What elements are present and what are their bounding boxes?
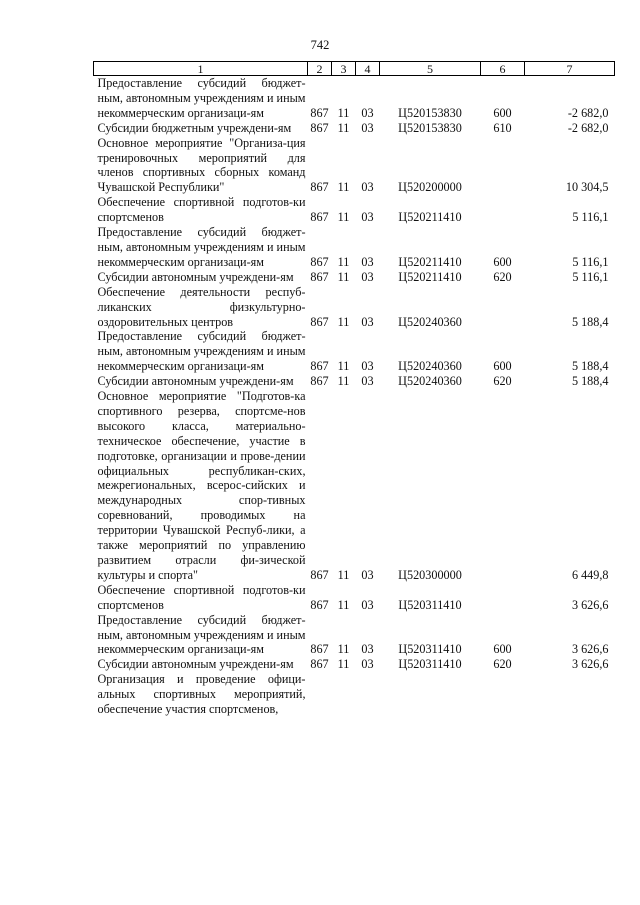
row-description: Основное мероприятие "Подготов-ка спортивного резерва, спортсме-нов высокого класса, материально-техническое обеспечение, участие в подготовке, организации и прове-дении официальных республикан-ских, межрегиональных, всерос-сийских и международных спор-тивных соревнований, проводимых на территории Чувашской Респуб-лики, а также мероприятий по управлению развитием отрасли фи-зической культуры и спорта": [97, 389, 306, 582]
row-ministry-code: 867: [310, 567, 329, 582]
row-target-article: Ц520153830: [398, 105, 462, 120]
row-amount: 5 116,1: [572, 269, 609, 284]
row-subsection: 03: [361, 597, 374, 612]
row-subsection: 03: [361, 210, 374, 225]
table-row: [94, 613, 615, 658]
row-ministry-code: 867: [310, 597, 329, 612]
row-subsection: 03: [361, 314, 374, 329]
row-target-article: Ц520211410: [398, 254, 462, 269]
row-description: Субсидии автономным учреждени-ям: [97, 657, 294, 672]
row-expense-type: 620: [493, 374, 512, 389]
row-section: 11: [337, 210, 350, 225]
row-target-article: Ц520211410: [398, 269, 462, 284]
row-subsection: 03: [361, 359, 374, 374]
column-header: 7: [525, 62, 615, 76]
row-expense-type: [481, 285, 525, 330]
row-section: 11: [337, 254, 350, 269]
row-expense-type: [481, 136, 525, 196]
row-amount: 10 304,5: [565, 180, 609, 195]
row-section: 11: [337, 359, 350, 374]
row-section: 11: [337, 597, 350, 612]
budget-table: [93, 61, 615, 717]
row-description: Предоставление субсидий бюджет-ным, автономным учреждениям и иным некоммерческим организаци-ям: [97, 225, 306, 269]
row-expense-type: [481, 389, 525, 583]
row-subsection: 03: [361, 642, 374, 657]
row-section: 11: [337, 657, 350, 672]
row-subsection: [356, 672, 380, 717]
row-amount: -2 682,0: [567, 120, 609, 135]
column-header: 5: [380, 62, 481, 76]
row-description: Субсидии автономным учреждени-ям: [97, 269, 294, 284]
row-expense-type: 600: [493, 254, 512, 269]
row-amount: -2 682,0: [567, 105, 609, 120]
row-amount: 5 116,1: [572, 210, 609, 225]
row-ministry-code: 867: [310, 180, 329, 195]
row-target-article: Ц520200000: [398, 180, 462, 195]
row-section: 11: [337, 314, 350, 329]
row-subsection: 03: [361, 269, 374, 284]
row-subsection: 03: [361, 180, 374, 195]
row-amount: 5 188,4: [571, 314, 609, 329]
row-ministry-code: 867: [310, 359, 329, 374]
row-target-article: Ц520311410: [398, 597, 462, 612]
row-amount: 5 188,4: [571, 359, 609, 374]
row-ministry-code: 867: [310, 642, 329, 657]
row-ministry-code: 867: [310, 374, 329, 389]
row-expense-type: 600: [493, 359, 512, 374]
row-ministry-code: 867: [310, 120, 329, 135]
row-section: 11: [337, 567, 350, 582]
row-description: Организация и проведение офици-альных спортивных мероприятий, обеспечение участия спортсменов,: [97, 672, 306, 717]
table-row: [94, 329, 615, 374]
table-row: [94, 374, 615, 389]
column-header: 6: [481, 62, 525, 76]
table-row: [94, 672, 615, 717]
row-description: Субсидии бюджетным учреждени-ям: [97, 120, 292, 135]
table-row: [94, 285, 615, 330]
row-section: 11: [337, 120, 350, 135]
row-ministry-code: 867: [310, 210, 329, 225]
row-amount: 3 626,6: [571, 642, 609, 657]
row-description: Обеспечение спортивной подготов-ки спортсменов: [97, 582, 306, 612]
table-body: [94, 76, 615, 717]
row-section: 11: [337, 105, 350, 120]
row-description: Основное мероприятие "Организа-ция тренировочных мероприятий для членов спортивных сборных команд Чувашской Республики": [97, 135, 306, 195]
row-target-article: Ц520300000: [398, 567, 462, 582]
row-expense-type: 620: [493, 269, 512, 284]
row-amount: 3 626,6: [571, 597, 609, 612]
table-row: [94, 270, 615, 285]
column-header: 2: [308, 62, 332, 76]
row-ministry-code: 867: [310, 657, 329, 672]
table-row: [94, 583, 615, 613]
row-section: 11: [337, 269, 350, 284]
row-subsection: 03: [361, 254, 374, 269]
row-description: Субсидии автономным учреждени-ям: [97, 374, 294, 389]
row-subsection: 03: [361, 120, 374, 135]
column-header: 3: [332, 62, 356, 76]
row-target-article: Ц520211410: [398, 210, 462, 225]
row-target-article: Ц520240360: [398, 314, 462, 329]
row-target-article: Ц520240360: [398, 359, 462, 374]
row-amount: 5 116,1: [572, 254, 609, 269]
row-section: [332, 672, 356, 717]
row-ministry-code: [308, 672, 332, 717]
column-header: 4: [356, 62, 380, 76]
row-ministry-code: 867: [310, 314, 329, 329]
row-subsection: 03: [361, 105, 374, 120]
table-row: [94, 121, 615, 136]
table-header-row: [94, 62, 615, 76]
row-section: 11: [337, 642, 350, 657]
row-expense-type: [481, 583, 525, 613]
table-row: [94, 195, 615, 225]
table-row: [94, 657, 615, 672]
row-description: Предоставление субсидий бюджет-ным, автономным учреждениям и иным некоммерческим организаци-ям: [97, 329, 306, 374]
column-header: 1: [94, 62, 308, 76]
row-target-article: Ц520311410: [398, 642, 462, 657]
row-target-article: Ц520240360: [398, 374, 462, 389]
row-description: Обеспечение спортивной подготов-ки спортсменов: [97, 195, 306, 225]
row-expense-type: 600: [493, 642, 512, 657]
row-expense-type: [481, 195, 525, 225]
row-amount: [525, 672, 615, 717]
row-amount: 5 188,4: [571, 374, 609, 389]
row-description: Предоставление субсидий бюджет-ным, автономным учреждениям и иным некоммерческим организаци-ям: [97, 612, 306, 657]
table-row: [94, 136, 615, 196]
row-expense-type: 600: [493, 105, 512, 120]
row-section: 11: [337, 374, 350, 389]
table-row: [94, 225, 615, 270]
row-subsection: 03: [361, 657, 374, 672]
row-expense-type: 610: [493, 120, 512, 135]
row-amount: 6 449,8: [571, 567, 609, 582]
row-description: Обеспечение деятельности респуб-ликанских физкультурно-оздоровительных центров: [97, 284, 306, 329]
page-number: 742: [310, 38, 330, 52]
row-expense-type: [481, 672, 525, 717]
row-ministry-code: 867: [310, 269, 329, 284]
row-target-article: Ц520311410: [398, 657, 462, 672]
row-target-article: Ц520153830: [398, 120, 462, 135]
row-section: 11: [337, 180, 350, 195]
table-row: [94, 389, 615, 583]
row-subsection: 03: [361, 374, 374, 389]
table-row: [94, 76, 615, 121]
row-subsection: 03: [361, 567, 374, 582]
row-description: Предоставление субсидий бюджет-ным, автономным учреждениям и иным некоммерческим организаци-ям: [97, 76, 306, 120]
row-target-article: [380, 672, 481, 717]
row-ministry-code: 867: [310, 254, 329, 269]
row-ministry-code: 867: [310, 105, 329, 120]
row-amount: 3 626,6: [571, 657, 609, 672]
row-expense-type: 620: [493, 657, 512, 672]
